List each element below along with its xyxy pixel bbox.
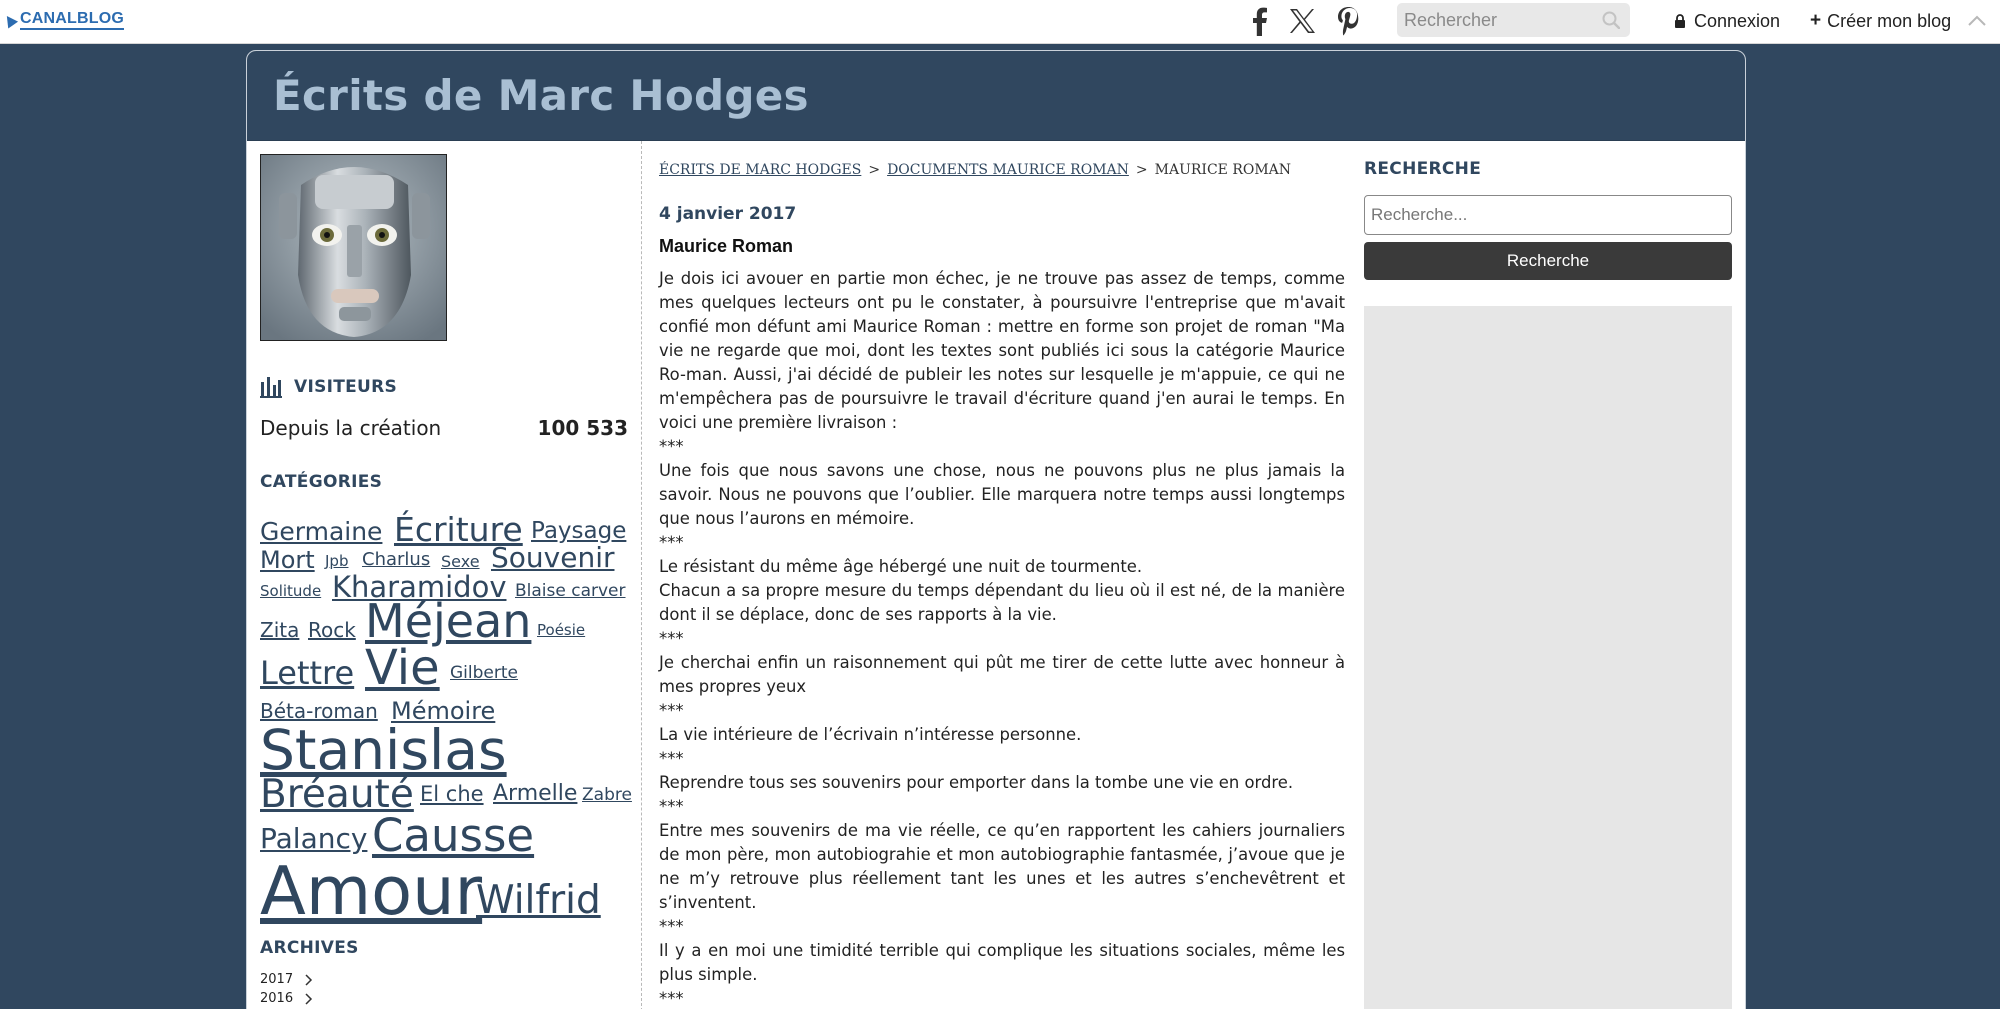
sidebar-search-button[interactable]: Recherche: [1364, 242, 1732, 280]
create-blog-label: Créer mon blog: [1827, 10, 1952, 31]
archive-year-label: 2017: [260, 972, 294, 987]
x-icon[interactable]: [1286, 6, 1318, 36]
top-search-input[interactable]: [1397, 3, 1597, 37]
post-content: [653, 141, 1343, 1009]
tag-solitude[interactable]: Solitude: [260, 582, 322, 600]
logo-text: CANALBLOG: [20, 10, 124, 30]
chevron-right-icon: [305, 993, 313, 1005]
breadcrumb-current: MAURICE ROMAN: [1154, 162, 1292, 178]
tag-el-che[interactable]: El che: [420, 782, 484, 806]
ad-placeholder: [1364, 306, 1732, 1009]
breadcrumb-separator: >: [868, 162, 881, 178]
post-paragraph: ***: [659, 989, 684, 1008]
blog-header: [247, 51, 1746, 141]
post-paragraph: Reprendre tous ses souvenirs pour emporter dans la tombe une vie en ordre.: [659, 773, 1294, 792]
tag-zita[interactable]: Zita: [260, 618, 300, 642]
post-paragraph: ***: [659, 701, 684, 720]
right-sidebar: [1364, 141, 1736, 1009]
blog-page: [246, 50, 1746, 1009]
tag-paysage[interactable]: Paysage: [531, 518, 627, 544]
visitors-heading-label: VISITEURS: [294, 377, 398, 397]
visitors-heading: [260, 376, 397, 398]
plus-icon: +: [1810, 10, 1822, 31]
tag-amour[interactable]: Amour: [260, 852, 483, 930]
tag-poesie[interactable]: Poésie: [537, 621, 586, 639]
post-paragraph: ***: [659, 797, 684, 816]
bar-chart-icon: [260, 376, 282, 398]
post-paragraph: ***: [659, 749, 684, 768]
post-paragraph: Entre mes souvenirs de ma vie réelle, ce qu’en rapportent les cahiers journaliers de mon père, mon autobiograhie et mon autobiographie fantasmée, j’avoue que je ne m’y retrouve plus réellement tant les unes et les autres s’enchevêtrent et s’inventent.: [659, 821, 1345, 912]
breadcrumb: [659, 162, 1291, 178]
search-heading: RECHERCHE: [1364, 159, 1482, 179]
tag-gilberte[interactable]: Gilberte: [450, 663, 518, 683]
post-paragraph: ***: [659, 437, 684, 456]
search-icon[interactable]: [1602, 11, 1620, 29]
breadcrumb-separator: >: [1135, 162, 1148, 178]
tag-ecriture[interactable]: Écriture: [394, 510, 523, 549]
pinterest-icon[interactable]: [1332, 6, 1364, 36]
blog-title[interactable]: Écrits de Marc Hodges: [273, 71, 809, 120]
tag-sexe[interactable]: Sexe: [441, 552, 480, 571]
create-blog-link[interactable]: [1810, 8, 1951, 34]
tag-palancy[interactable]: Palancy: [260, 822, 368, 855]
avatar: [260, 154, 447, 341]
tag-lettre[interactable]: Lettre: [260, 654, 355, 692]
tag-jpb[interactable]: Jpb: [325, 552, 349, 570]
tag-breaute[interactable]: Bréauté: [260, 772, 414, 817]
post-date: 4 janvier 2017: [659, 204, 797, 224]
tag-blaise-carver[interactable]: Blaise carver: [515, 581, 626, 601]
archive-year-item[interactable]: [260, 991, 313, 1006]
categories-heading: CATÉGORIES: [260, 472, 383, 492]
archive-year-item[interactable]: [260, 972, 313, 987]
post-paragraph: Je cherchai enfin un raisonnement qui pût me tirer de cette lutte avec honneur à mes propres yeux: [659, 653, 1345, 696]
tag-causse[interactable]: Causse: [372, 809, 535, 862]
breadcrumb-category-link[interactable]: DOCUMENTS MAURICE ROMAN: [887, 162, 1129, 178]
lock-icon: [1674, 14, 1686, 28]
post-paragraph: Chacun a sa propre mesure du temps dépendant du lieu où il est né, de la manière dont il se déplace, donc de ses rapports à la vie.: [659, 581, 1345, 624]
tag-zabre[interactable]: Zabre: [582, 785, 632, 805]
post-paragraph: Il y a en moi une timidité terrible qui complique les situations sociales, même les plus simple.: [659, 941, 1345, 984]
tag-armelle[interactable]: Armelle: [493, 781, 578, 806]
post-paragraph: La vie intérieure de l’écrivain n’intéresse personne.: [659, 725, 1082, 744]
tag-rock[interactable]: Rock: [308, 618, 356, 642]
login-link[interactable]: [1674, 8, 1780, 34]
post-paragraph: ***: [659, 533, 684, 552]
visitors-stat: [260, 416, 628, 440]
post-paragraph: ***: [659, 917, 684, 936]
chevron-up-icon[interactable]: [1966, 10, 1988, 32]
post-paragraph: Une fois que nous savons une chose, nous ne pouvons plus ne plus jamais la savoir. Nous ne pouvons que l’oublier. Elle marquera notre temps aussi longtemps que nous l’aurons en mémoire.: [659, 461, 1345, 528]
top-bar: [0, 0, 2000, 44]
tag-mejean[interactable]: Méjean: [365, 594, 532, 648]
visitors-count: 100 533: [537, 416, 628, 440]
top-search-box: [1397, 3, 1630, 37]
canalblog-logo[interactable]: [4, 10, 124, 30]
left-sidebar: [247, 141, 641, 1009]
canalblog-logo-icon: [2, 12, 18, 28]
post-body: [659, 267, 1345, 1009]
tag-souvenir[interactable]: Souvenir: [491, 541, 615, 574]
archive-year-label: 2016: [260, 991, 294, 1006]
tag-charlus[interactable]: Charlus: [362, 549, 431, 570]
column-divider: [641, 141, 642, 1009]
post-paragraph: ***: [659, 629, 684, 648]
tag-mort[interactable]: Mort: [260, 546, 315, 574]
visitors-label: Depuis la création: [260, 416, 442, 440]
facebook-icon[interactable]: [1243, 6, 1275, 36]
post-paragraph: Le résistant du même âge hébergé une nuit de tourmente.: [659, 557, 1143, 576]
breadcrumb-home-link[interactable]: ÉCRITS DE MARC HODGES: [659, 162, 862, 178]
login-label: Connexion: [1694, 10, 1781, 31]
sidebar-search-input[interactable]: [1364, 195, 1732, 235]
tag-beta-roman[interactable]: Béta-roman: [260, 699, 378, 723]
post-title[interactable]: Maurice Roman: [659, 236, 794, 256]
post-paragraph: Je dois ici avouer en partie mon échec, je ne trouve pas assez de temps, comme mes quelques lecteurs ont pu le constater, à poursuivre l'entreprise que m'avait confié mon défunt ami Maurice Roman : mettre en forme son projet de roman "Ma vie ne regarde que moi, dont les textes sont publiés ici sous la catégorie Maurice Ro-man. Aussi, j'ai décidé de publeir les notes sur lesquelle je m'appuie, ce qui ne m'empêchera pas de poursuivre le travail d'écriture quand j'en aurai le temps. En voici une première livraison :: [659, 269, 1345, 432]
tag-germaine[interactable]: Germaine: [260, 517, 383, 546]
tag-vie[interactable]: Vie: [365, 640, 440, 696]
chevron-right-icon: [305, 974, 313, 986]
tag-stanislas[interactable]: Stanislas: [260, 718, 507, 782]
archives-heading: ARCHIVES: [260, 938, 359, 958]
tag-memoire[interactable]: Mémoire: [391, 697, 496, 725]
tag-kharamidov[interactable]: Kharamidov: [332, 570, 507, 604]
tag-wilfrid[interactable]: Wilfrid: [476, 878, 601, 923]
